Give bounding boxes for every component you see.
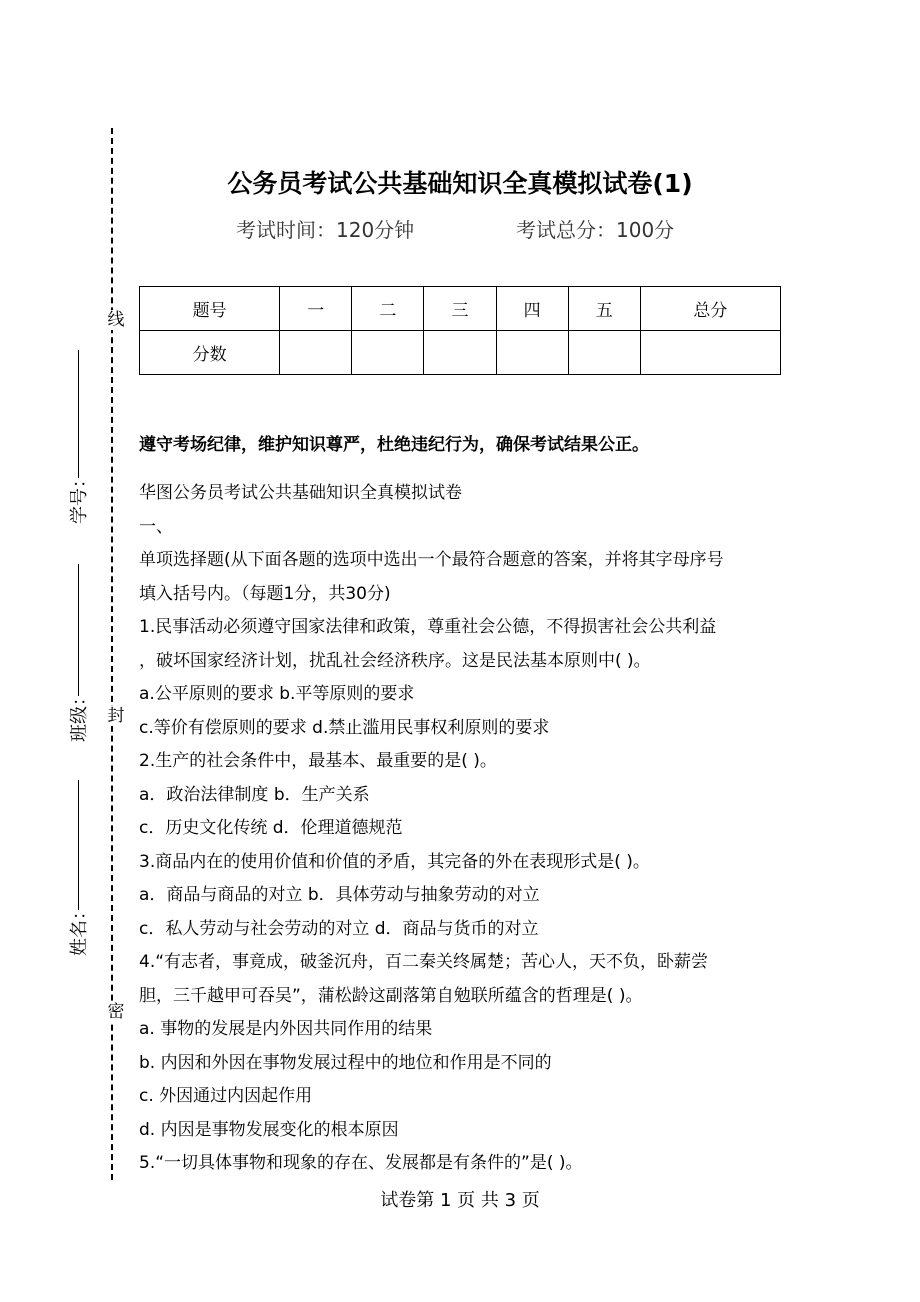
question-option: b. 内因和外因在事物发展过程中的地位和作用是不同的 — [139, 1052, 552, 1073]
question-text: 4.“有志者，事竟成，破釜沉舟，百二秦关终属楚；苦心人，天不负，卧薪尝 — [139, 952, 709, 972]
question-options: a．商品与商品的对立 b．具体劳动与抽象劳动的对立 — [139, 885, 540, 905]
name-field[interactable] — [60, 780, 96, 956]
header-cell: 一 — [280, 287, 352, 331]
exam-notice: 遵守考场纪律，维护知识尊严，杜绝违纪行为，确保考试结果公正。 — [139, 435, 649, 455]
name-label: 姓名： — [69, 902, 90, 956]
score-table-header-row — [140, 287, 781, 331]
exam-total-score: 考试总分：100分 — [516, 218, 675, 242]
question-option: a. 事物的发展是内外因共同作用的结果 — [139, 1019, 433, 1039]
score-cell[interactable] — [352, 331, 424, 375]
binding-word-secret: 密 — [107, 1002, 125, 1022]
name-underline[interactable] — [78, 780, 79, 910]
score-table-score-row — [140, 331, 781, 375]
section-instructions: 单项选择题(从下面各题的选项中选出一个最符合题意的答案，并将其字母序号 — [139, 550, 724, 570]
question-text: 3.商品内在的使用价值和价值的矛盾，其完备的外在表现形式是( )。 — [139, 851, 650, 872]
score-cell[interactable] — [640, 331, 780, 375]
exam-time: 考试时间：120分钟 — [236, 218, 415, 242]
question-options: c．历史文化传统 d．伦理道德规范 — [139, 818, 403, 838]
section-number: 一、 — [139, 516, 173, 537]
class-label: 班级： — [69, 688, 90, 742]
question-options: c．私人劳动与社会劳动的对立 d．商品与货币的对立 — [139, 918, 539, 939]
header-cell: 题号 — [140, 287, 280, 331]
score-cell[interactable] — [280, 331, 352, 375]
header-cell: 三 — [424, 287, 496, 331]
question-option: d. 内因是事物发展变化的根本原因 — [139, 1119, 399, 1140]
question-text: 胆，三千越甲可吞吴”，蒲松龄这副落第自勉联所蕴含的哲理是( )。 — [139, 985, 643, 1006]
header-cell: 四 — [496, 287, 568, 331]
score-row-label: 分数 — [140, 331, 280, 375]
class-underline[interactable] — [78, 564, 79, 696]
score-cell[interactable] — [424, 331, 496, 375]
header-cell: 五 — [568, 287, 640, 331]
student-id-underline[interactable] — [78, 350, 79, 478]
question-text: 5.“一切具体事物和现象的存在、发展都是有条件的”是( )。 — [139, 1153, 583, 1173]
exam-title: 公务员考试公共基础知识全真模拟试卷(1) — [227, 169, 693, 198]
binding-dashed-line — [111, 128, 113, 1180]
exam-content — [139, 477, 789, 1181]
page-footer: 试卷第 1 页 共 3 页 — [380, 1190, 540, 1211]
question-option: c. 外因通过内因起作用 — [139, 1086, 313, 1106]
class-field[interactable] — [60, 564, 96, 742]
score-cell[interactable] — [496, 331, 568, 375]
binding-word-seal: 封 — [107, 706, 125, 726]
section-instructions: 填入括号内。（每题1分，共30分) — [139, 583, 391, 604]
question-text: 1.民事活动必须遵守国家法律和政策，尊重社会公德，不得损害社会公共利益 — [139, 617, 717, 637]
question-options: c.等价有偿原则的要求 d.禁止滥用民事权利原则的要求 — [139, 717, 550, 738]
student-id-field[interactable] — [60, 350, 96, 524]
header-cell: 二 — [352, 287, 424, 331]
question-text: ，破坏国家经济计划，扰乱社会经济秩序。这是民法基本原则中( )。 — [139, 650, 651, 671]
score-table — [139, 286, 781, 375]
question-options: a.公平原则的要求 b.平等原则的要求 — [139, 684, 415, 704]
binding-word-line: 线 — [107, 310, 125, 330]
student-id-label: 学号： — [69, 470, 90, 524]
paper-subtitle: 华图公务员考试公共基础知识全真模拟试卷 — [139, 483, 462, 503]
question-text: 2.生产的社会条件中，最基本、最重要的是( )。 — [139, 751, 497, 771]
question-options: a．政治法律制度 b．生产关系 — [139, 784, 370, 805]
score-cell[interactable] — [568, 331, 640, 375]
header-cell: 总分 — [640, 287, 780, 331]
